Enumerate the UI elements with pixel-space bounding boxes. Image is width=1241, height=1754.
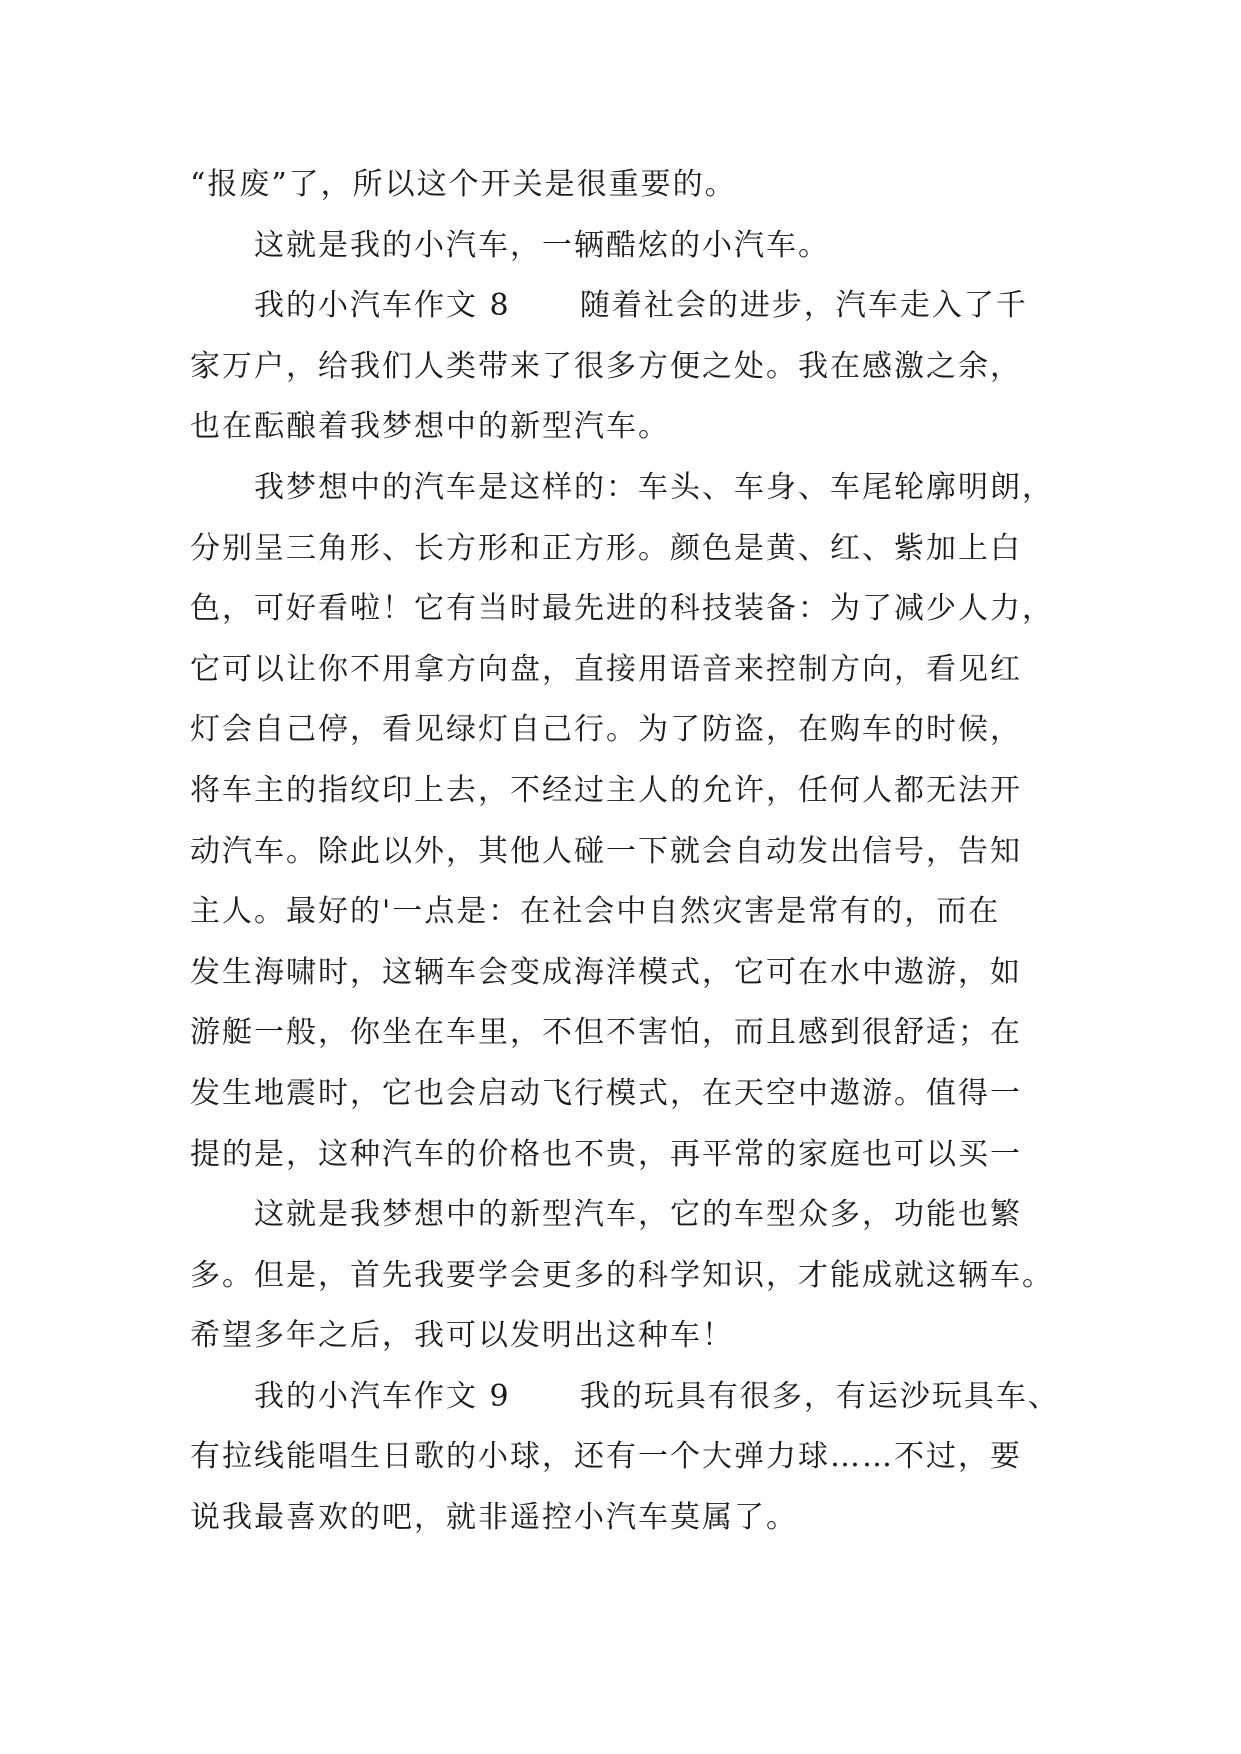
text-line: 我的小汽车作文 8 随着社会的进步，汽车走入了千 <box>254 288 1028 324</box>
paragraph-4 <box>190 458 1070 1185</box>
text-line: 动汽车。除此以外，其他人碰一下就会自动发出信号，告知 <box>190 833 1022 869</box>
document-body <box>190 155 1070 1549</box>
paragraph-3-essay-8 <box>190 276 1070 458</box>
text-line: 色，可好看啦！它有当时最先进的科技装备：为了减少人力， <box>190 591 1054 627</box>
text-line: 多。但是，首先我要学会更多的科学知识，才能成就这辆车。 <box>190 1257 1054 1293</box>
paragraph-5 <box>190 1185 1070 1367</box>
paragraph-1 <box>190 155 1070 216</box>
paragraph-2 <box>190 216 1070 277</box>
text-line: 也在酝酿着我梦想中的新型汽车。 <box>190 409 670 445</box>
text-line: 分别呈三角形、长方形和正方形。颜色是黄、红、紫加上白 <box>190 530 1022 566</box>
paragraph-6-essay-9 <box>190 1367 1070 1549</box>
text-line: 将车主的指纹印上去，不经过主人的允许，任何人都无法开 <box>190 772 1022 808</box>
text-line: 我梦想中的汽车是这样的：车头、车身、车尾轮廓明朗， <box>254 469 1054 505</box>
text-line: 这就是我的小汽车，一辆酷炫的小汽车。 <box>254 227 830 263</box>
text-line: 它可以让你不用拿方向盘，直接用语音来控制方向，看见红 <box>190 651 1022 687</box>
text-line: 灯会自己停，看见绿灯自己行。为了防盗，在购车的时候， <box>190 712 1022 748</box>
text-line: 家万户，给我们人类带来了很多方便之处。我在感激之余， <box>190 348 1022 384</box>
text-line: 主人。最好的'一点是：在社会中自然灾害是常有的，而在 <box>190 894 1001 930</box>
text-line: 有拉线能唱生日歌的小球，还有一个大弹力球……不过，要 <box>190 1439 1022 1475</box>
text-line: 说我最喜欢的吧，就非遥控小汽车莫属了。 <box>190 1500 798 1536</box>
text-line: “报废”了，所以这个开关是很重要的。 <box>190 167 737 202</box>
text-line: 我的小汽车作文 9 我的玩具有很多，有运沙玩具车、 <box>254 1378 1060 1414</box>
text-line: 发生海啸时，这辆车会变成海洋模式，它可在水中遨游，如 <box>190 954 1022 990</box>
text-line: 希望多年之后，我可以发明出这种车！ <box>190 1318 734 1354</box>
text-line: 这就是我梦想中的新型汽车，它的车型众多，功能也繁 <box>254 1197 1022 1233</box>
text-line: 游艇一般，你坐在车里，不但不害怕，而且感到很舒适；在 <box>190 1015 1022 1051</box>
text-line: 发生地震时，它也会启动飞行模式，在天空中遨游。值得一 <box>190 1075 1022 1111</box>
text-line: 提的是，这种汽车的价格也不贵，再平常的家庭也可以买一 <box>190 1136 1022 1172</box>
